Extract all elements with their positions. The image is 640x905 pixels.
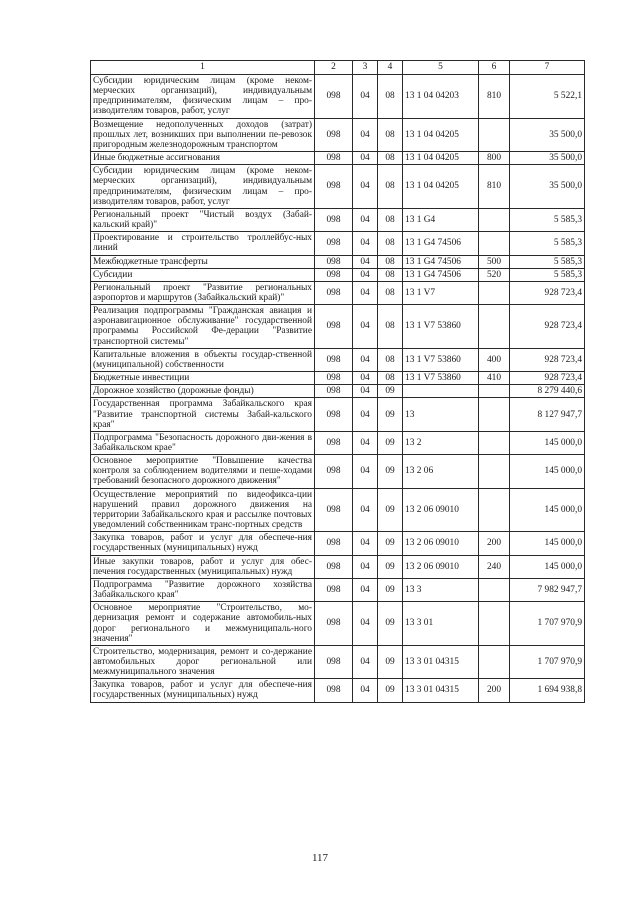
expense-type-code-cell: 800 xyxy=(479,152,510,165)
amount-cell: 8 279 440,6 xyxy=(510,385,585,398)
table-row xyxy=(91,455,585,488)
column-header: 5 xyxy=(403,61,479,75)
admin-code-cell: 098 xyxy=(315,372,353,385)
target-article-code-cell: 13 1 04 04205 xyxy=(403,165,479,209)
section-code-cell: 04 xyxy=(353,602,378,646)
table-row xyxy=(91,578,585,601)
row-description-cell: Иные бюджетные ассигнования xyxy=(91,152,315,165)
amount-cell: 8 127 947,7 xyxy=(510,398,585,431)
subsection-code-cell: 08 xyxy=(378,118,403,151)
admin-code-cell: 098 xyxy=(315,152,353,165)
target-article-code-cell: 13 2 06 xyxy=(403,455,479,488)
section-code-cell: 04 xyxy=(353,152,378,165)
section-code-cell: 04 xyxy=(353,532,378,555)
column-header: 4 xyxy=(378,61,403,75)
expense-type-code-cell: 240 xyxy=(479,555,510,578)
amount-cell: 145 000,0 xyxy=(510,455,585,488)
target-article-code-cell: 13 1 G4 74506 xyxy=(403,255,479,268)
amount-cell: 1 707 970,9 xyxy=(510,602,585,646)
admin-code-cell: 098 xyxy=(315,602,353,646)
admin-code-cell: 098 xyxy=(315,75,353,119)
subsection-code-cell: 08 xyxy=(378,348,403,371)
expense-type-code-cell: 410 xyxy=(479,372,510,385)
table-row xyxy=(91,679,585,702)
section-code-cell: 04 xyxy=(353,679,378,702)
admin-code-cell: 098 xyxy=(315,488,353,532)
target-article-code-cell: 13 1 G4 xyxy=(403,208,479,231)
amount-cell: 928 723,4 xyxy=(510,372,585,385)
table-row xyxy=(91,385,585,398)
table-row xyxy=(91,75,585,119)
target-article-code-cell: 13 3 01 04315 xyxy=(403,679,479,702)
admin-code-cell: 098 xyxy=(315,398,353,431)
section-code-cell: 04 xyxy=(353,75,378,119)
expense-type-code-cell xyxy=(479,232,510,255)
table-row xyxy=(91,645,585,678)
table-row xyxy=(91,555,585,578)
section-code-cell: 04 xyxy=(353,555,378,578)
target-article-code-cell: 13 3 01 xyxy=(403,602,479,646)
admin-code-cell: 098 xyxy=(315,532,353,555)
amount-cell: 5 585,3 xyxy=(510,255,585,268)
admin-code-cell: 098 xyxy=(315,645,353,678)
expense-type-code-cell: 810 xyxy=(479,165,510,209)
admin-code-cell: 098 xyxy=(315,255,353,268)
admin-code-cell: 098 xyxy=(315,385,353,398)
row-description-cell: Субсидии xyxy=(91,268,315,281)
row-description-cell: Закупка товаров, работ и услуг для обеспече-ния государственных (муниципальных) нужд xyxy=(91,679,315,702)
amount-cell: 928 723,4 xyxy=(510,281,585,304)
section-code-cell: 04 xyxy=(353,232,378,255)
row-description-cell: Основное мероприятие "Строительство, мо-дернизация ремонт и содержание автомобиль-ных дорог регионального и межмуниципаль-ного значения" xyxy=(91,602,315,646)
section-code-cell: 04 xyxy=(353,372,378,385)
table-row xyxy=(91,281,585,304)
row-description-cell: Осуществление мероприятий по видеофикса-ции нарушений правил дорожного движения на территории Забайкальского края и рассылке почтовых уведомлений собственникам транс-портных средств xyxy=(91,488,315,532)
subsection-code-cell: 09 xyxy=(378,532,403,555)
row-description-cell: Закупка товаров, работ и услуг для обеспече-ния государственных (муниципальных) нужд xyxy=(91,532,315,555)
target-article-code-cell: 13 1 V7 53860 xyxy=(403,305,479,349)
expense-type-code-cell xyxy=(479,645,510,678)
section-code-cell: 04 xyxy=(353,385,378,398)
subsection-code-cell: 08 xyxy=(378,232,403,255)
section-code-cell: 04 xyxy=(353,431,378,454)
subsection-code-cell: 09 xyxy=(378,578,403,601)
table-row xyxy=(91,255,585,268)
amount-cell: 145 000,0 xyxy=(510,488,585,532)
target-article-code-cell: 13 2 06 09010 xyxy=(403,488,479,532)
row-description-cell: Региональный проект "Чистый воздух (Забай-кальский край)" xyxy=(91,208,315,231)
row-description-cell: Реализация подпрограммы "Гражданская авиация и аэронавигационное обслуживание" государственной программы Российской Фе-дерации "Развитие транспортной системы" xyxy=(91,305,315,349)
target-article-code-cell: 13 2 06 09010 xyxy=(403,532,479,555)
table-row xyxy=(91,488,585,532)
subsection-code-cell: 09 xyxy=(378,555,403,578)
column-header: 3 xyxy=(353,61,378,75)
amount-cell: 35 500,0 xyxy=(510,152,585,165)
amount-cell: 1 694 938,8 xyxy=(510,679,585,702)
target-article-code-cell: 13 3 xyxy=(403,578,479,601)
table-row xyxy=(91,602,585,646)
amount-cell: 5 522,1 xyxy=(510,75,585,119)
section-code-cell: 04 xyxy=(353,488,378,532)
subsection-code-cell: 09 xyxy=(378,455,403,488)
table-row xyxy=(91,118,585,151)
expense-type-code-cell: 500 xyxy=(479,255,510,268)
target-article-code-cell: 13 2 06 09010 xyxy=(403,555,479,578)
section-code-cell: 04 xyxy=(353,398,378,431)
amount-cell: 35 500,0 xyxy=(510,165,585,209)
target-article-code-cell: 13 2 xyxy=(403,431,479,454)
section-code-cell: 04 xyxy=(353,208,378,231)
table-row xyxy=(91,268,585,281)
row-description-cell: Дорожное хозяйство (дорожные фонды) xyxy=(91,385,315,398)
target-article-code-cell: 13 1 04 04205 xyxy=(403,118,479,151)
row-description-cell: Субсидии юридическим лицам (кроме неком-мерческих организаций), индивидуальным предпринимателям, физическим лицам – про-изводителям товаров, работ, услуг xyxy=(91,75,315,119)
row-description-cell: Строительство, модернизация, ремонт и со-держание автомобильных дорог региональной или межмуниципального значения xyxy=(91,645,315,678)
row-description-cell: Проектирование и строительство троллейбус-ных линий xyxy=(91,232,315,255)
row-description-cell: Основное мероприятие "Повышение качества контроля за соблюдением водителями и пеше-ходами требований безопасного дорожного движения" xyxy=(91,455,315,488)
expense-type-code-cell xyxy=(479,305,510,349)
amount-cell: 145 000,0 xyxy=(510,555,585,578)
column-header: 6 xyxy=(479,61,510,75)
expense-type-code-cell: 810 xyxy=(479,75,510,119)
row-description-cell: Подпрограмма "Развитие дорожного хозяйства Забайкальского края" xyxy=(91,578,315,601)
subsection-code-cell: 08 xyxy=(378,165,403,209)
expense-type-code-cell: 520 xyxy=(479,268,510,281)
expense-type-code-cell xyxy=(479,431,510,454)
expense-type-code-cell xyxy=(479,281,510,304)
amount-cell: 928 723,4 xyxy=(510,348,585,371)
amount-cell: 7 982 947,7 xyxy=(510,578,585,601)
section-code-cell: 04 xyxy=(353,645,378,678)
admin-code-cell: 098 xyxy=(315,578,353,601)
amount-cell: 5 585,3 xyxy=(510,208,585,231)
table-row xyxy=(91,208,585,231)
subsection-code-cell: 08 xyxy=(378,75,403,119)
column-header: 2 xyxy=(315,61,353,75)
row-description-cell: Государственная программа Забайкальского края "Развитие транспортной системы Забай-кальского края" xyxy=(91,398,315,431)
expense-type-code-cell xyxy=(479,578,510,601)
row-description-cell: Подпрограмма "Безопасность дорожного дви-жения в Забайкальском крае" xyxy=(91,431,315,454)
subsection-code-cell: 08 xyxy=(378,305,403,349)
expense-type-code-cell xyxy=(479,385,510,398)
column-header: 7 xyxy=(510,61,585,75)
admin-code-cell: 098 xyxy=(315,165,353,209)
target-article-code-cell: 13 1 V7 53860 xyxy=(403,348,479,371)
section-code-cell: 04 xyxy=(353,165,378,209)
target-article-code-cell: 13 1 G4 74506 xyxy=(403,268,479,281)
expense-type-code-cell: 200 xyxy=(479,532,510,555)
expense-type-code-cell: 400 xyxy=(479,348,510,371)
subsection-code-cell: 09 xyxy=(378,385,403,398)
subsection-code-cell: 08 xyxy=(378,208,403,231)
amount-cell: 145 000,0 xyxy=(510,431,585,454)
subsection-code-cell: 08 xyxy=(378,268,403,281)
admin-code-cell: 098 xyxy=(315,555,353,578)
target-article-code-cell: 13 1 04 04205 xyxy=(403,152,479,165)
expense-type-code-cell xyxy=(479,455,510,488)
page-number: 117 xyxy=(311,852,329,864)
expense-type-code-cell: 200 xyxy=(479,679,510,702)
expense-type-code-cell xyxy=(479,488,510,532)
row-description-cell: Региональный проект "Развитие региональных аэропортов и маршрутов (Забайкальский край)" xyxy=(91,281,315,304)
target-article-code-cell: 13 1 G4 74506 xyxy=(403,232,479,255)
row-description-cell: Капитальные вложения в объекты государ-ственной (муниципальной) собственности xyxy=(91,348,315,371)
subsection-code-cell: 09 xyxy=(378,602,403,646)
table-row xyxy=(91,232,585,255)
expense-type-code-cell xyxy=(479,602,510,646)
amount-cell: 5 585,3 xyxy=(510,232,585,255)
row-description-cell: Возмещение недополученных доходов (затрат) прошлых лет, возникших при выполнении пе-ревозок пригородным железнодорожным транспортом xyxy=(91,118,315,151)
amount-cell: 5 585,3 xyxy=(510,268,585,281)
section-code-cell: 04 xyxy=(353,455,378,488)
target-article-code-cell: 13 1 V7 xyxy=(403,281,479,304)
admin-code-cell: 098 xyxy=(315,118,353,151)
section-code-cell: 04 xyxy=(353,118,378,151)
row-description-cell: Субсидии юридическим лицам (кроме неком-мерческих организаций), индивидуальным предпринимателям, физическим лицам – про-изводителям товаров, работ, услуг xyxy=(91,165,315,209)
subsection-code-cell: 08 xyxy=(378,281,403,304)
admin-code-cell: 098 xyxy=(315,305,353,349)
subsection-code-cell: 08 xyxy=(378,255,403,268)
section-code-cell: 04 xyxy=(353,305,378,349)
target-article-code-cell: 13 1 V7 53860 xyxy=(403,372,479,385)
admin-code-cell: 098 xyxy=(315,348,353,371)
target-article-code-cell: 13 xyxy=(403,398,479,431)
expense-type-code-cell xyxy=(479,118,510,151)
table-row xyxy=(91,431,585,454)
subsection-code-cell: 09 xyxy=(378,679,403,702)
expense-type-code-cell xyxy=(479,398,510,431)
admin-code-cell: 098 xyxy=(315,455,353,488)
row-description-cell: Иные закупки товаров, работ и услуг для обес-печения государственных (муниципальных) нужд xyxy=(91,555,315,578)
admin-code-cell: 098 xyxy=(315,208,353,231)
amount-cell: 35 500,0 xyxy=(510,118,585,151)
table-row xyxy=(91,532,585,555)
amount-cell: 928 723,4 xyxy=(510,305,585,349)
amount-cell: 145 000,0 xyxy=(510,532,585,555)
section-code-cell: 04 xyxy=(353,268,378,281)
table-row xyxy=(91,348,585,371)
table-row xyxy=(91,372,585,385)
subsection-code-cell: 08 xyxy=(378,152,403,165)
expense-type-code-cell xyxy=(479,208,510,231)
admin-code-cell: 098 xyxy=(315,679,353,702)
header-row xyxy=(91,61,585,75)
admin-code-cell: 098 xyxy=(315,232,353,255)
subsection-code-cell: 09 xyxy=(378,488,403,532)
column-header: 1 xyxy=(91,61,315,75)
row-description-cell: Межбюджетные трансферты xyxy=(91,255,315,268)
admin-code-cell: 098 xyxy=(315,281,353,304)
table-row xyxy=(91,398,585,431)
target-article-code-cell: 13 1 04 04203 xyxy=(403,75,479,119)
section-code-cell: 04 xyxy=(353,281,378,304)
budget-table xyxy=(90,60,585,703)
admin-code-cell: 098 xyxy=(315,268,353,281)
target-article-code-cell: 13 3 01 04315 xyxy=(403,645,479,678)
section-code-cell: 04 xyxy=(353,578,378,601)
table-row xyxy=(91,152,585,165)
admin-code-cell: 098 xyxy=(315,431,353,454)
table-row xyxy=(91,305,585,349)
subsection-code-cell: 09 xyxy=(378,645,403,678)
section-code-cell: 04 xyxy=(353,348,378,371)
subsection-code-cell: 09 xyxy=(378,398,403,431)
table-row xyxy=(91,165,585,209)
target-article-code-cell xyxy=(403,385,479,398)
subsection-code-cell: 09 xyxy=(378,431,403,454)
amount-cell: 1 707 970,9 xyxy=(510,645,585,678)
section-code-cell: 04 xyxy=(353,255,378,268)
row-description-cell: Бюджетные инвестиции xyxy=(91,372,315,385)
table-body xyxy=(91,75,585,703)
subsection-code-cell: 08 xyxy=(378,372,403,385)
